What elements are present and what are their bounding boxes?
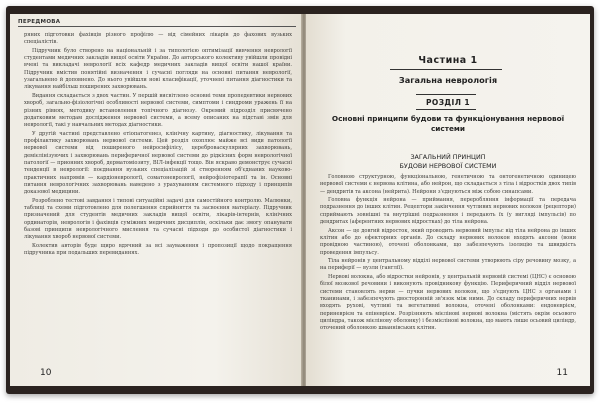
header-rule bbox=[18, 26, 296, 27]
paragraph: Розроблено тестові завдання і типові ситуаційні задачі для самостійного контролю. Малюнки, таблиці та схеми підготовлено для полегшення сприйняття та засвоєння матеріалу. Підручник призначений для студентів медичних закладів вищої освіти, лікарів-інтернів, клінічних ординаторів, неврологів і фахівців суміжних медичних дисциплін, оскільки дає змогу опанувати базові принципи неврологічного мислення та сучасні підходи до особистої діагностики і лікування хвороб нервової системи. bbox=[24, 197, 292, 241]
part-title: Загальна неврологія bbox=[398, 75, 498, 85]
paragraph: Нервові волокна, або відростки нейронів, у центральній нервовій системі (ЦНС) є основою білої мозкової речовини і виконують провідникову функцію. Периферичний відділ нервової системи становлять нерви — пучки нервових волокон, що з'єднують ЦНС з органами і тканинами, і забезпечують двосторонній зв'язок між ними. До складу периферичних нервів входять рухові, чутливі та вегетативні волокна, оточені оболонками: ендоневрієм, периневрієм та епіневрієм. Розрізняють мієлінові нервові волокна (містять окрім осьового циліндра, також мієлінову оболонку) і безмієлінові волокна, що мають лише осьовий циліндр, оточений оболонкою шваннівських клітин. bbox=[320, 274, 576, 332]
paragraph: Тіла нейронів у центральному відділі нервової системи утворюють сіру речовину мозку, а на периферії — вузли (ганглії). bbox=[320, 258, 576, 272]
subsection-title-line: ЗАГАЛЬНИЙ ПРИНЦИП bbox=[410, 153, 486, 161]
paragraph: Головною структурною, функціональною, генетичною та онтогенетичною одиницею нервової системи є нервова клітина, або нейрон, що складається з тіла і відростків двох типів — дендритів та аксона (нейрита). Нейрони з'єднуються між собою синапсами. bbox=[320, 174, 576, 195]
page-number: 10 bbox=[40, 368, 52, 378]
paragraph: Аксон — це довгий відросток, який проводить нервовий імпульс від тіла нейрона до інших клітин або до ефекторних органів. До складу нервових волокон входять аксони (вони провідною частиною), оточені оболонками, що забезпечують ізоляцію та швидкість проведення імпульсу. bbox=[320, 227, 576, 256]
section-rule-top bbox=[416, 94, 476, 95]
section-rule-bottom bbox=[416, 109, 476, 110]
paragraph: Колектив авторів буде щиро вдячний за всі зауваження і пропозиції щодо покращення підручника при подальших перевиданнях. bbox=[24, 242, 292, 257]
left-page bbox=[10, 14, 303, 386]
running-head: ПЕРЕДМОВА bbox=[18, 19, 61, 25]
left-body-text bbox=[24, 32, 292, 259]
paragraph: Підручник було створено на національній і за типологією оптимізації вивчення неврології студентами медичних закладів вищої освіти України. До авторського колективу увійшли провідні вчені та викладачі неврології всіх кафедр медичних закладів вищої освіти нашої країни. Підручник вмістив понятійні визначення і сучасні погляди на основні питання неврології, узагальнено й доповнено. До нього увійшли нові класифікації, уточнені питання діагностики та лікування найбільш поширених захворювань. bbox=[24, 47, 292, 91]
section-title: Основні принципи будови та функціонування нервової системи bbox=[331, 114, 565, 133]
page-number: 11 bbox=[556, 368, 568, 378]
paragraph: Головна функція нейрона — приймання, переробляння інформації та передача подразнення до інших клітин. Рецептори закінчення чутливих нервових волокон (рецептори) сприймають зовнішні та внутрішні подразнення і передають їх (у вигляді імпульсів) по дендритах (аферентних нервових відростках) до тіла нейрона. bbox=[320, 197, 576, 226]
part-label: Частина 1 bbox=[418, 55, 478, 66]
right-page bbox=[306, 14, 590, 386]
part-rule bbox=[390, 69, 502, 70]
paragraph: У другій частині представлено етіопатогенез, клінічну картину, діагностику, лікування та профілактику захворювань нервової системи. Цей розділ охоплює майже всі види патології нервової системи від поширеного нейросифілісу, цереброваскулярних захворювань, демієлінізуючих і захворювань периферичної нервової системи до рідкісних форм неврологічної патології — прионних хвороб, дерматоміозиту, ВІЛ-інфекції тощо. Він яскраво демонструє сучасні тенденції в неврології: поєднання вузьких спеціалізацій зі створенням об'єднаних науково-практичних напрямів — кардіоневрології, соматоневрології, нейрофізіотерапії та ін. Основні питання неврологічних захворювань наведено з урахуванням системного підходу і принципів доказової медицини. bbox=[24, 130, 292, 196]
section-label: РОЗДІЛ 1 bbox=[426, 98, 470, 107]
subsection-title bbox=[326, 153, 570, 170]
paragraph: Видання складається з двох частин. У першій висвітлено основні теми пропедевтики нервових хвороб, загально-фізіологічні особливості нервової системи, симптоми і синдроми уражень її на різних рівнях, методику встановлення топічного діагнозу. Окремий підрозділ присвячено додатковим методам дослідження нервової системи, а всему описаних на підставі змін для неврології, такі у навчальних методах діагностики. bbox=[24, 92, 292, 129]
subsection-title-line: БУДОВИ НЕРВОВОЇ СИСТЕМИ bbox=[399, 161, 497, 170]
right-body-text bbox=[320, 174, 576, 334]
open-book bbox=[6, 6, 594, 394]
paragraph: ряних підготовки фахівців різного профілю — від сімейних лікарів до фахових вузьких спеціалістів. bbox=[24, 32, 292, 46]
